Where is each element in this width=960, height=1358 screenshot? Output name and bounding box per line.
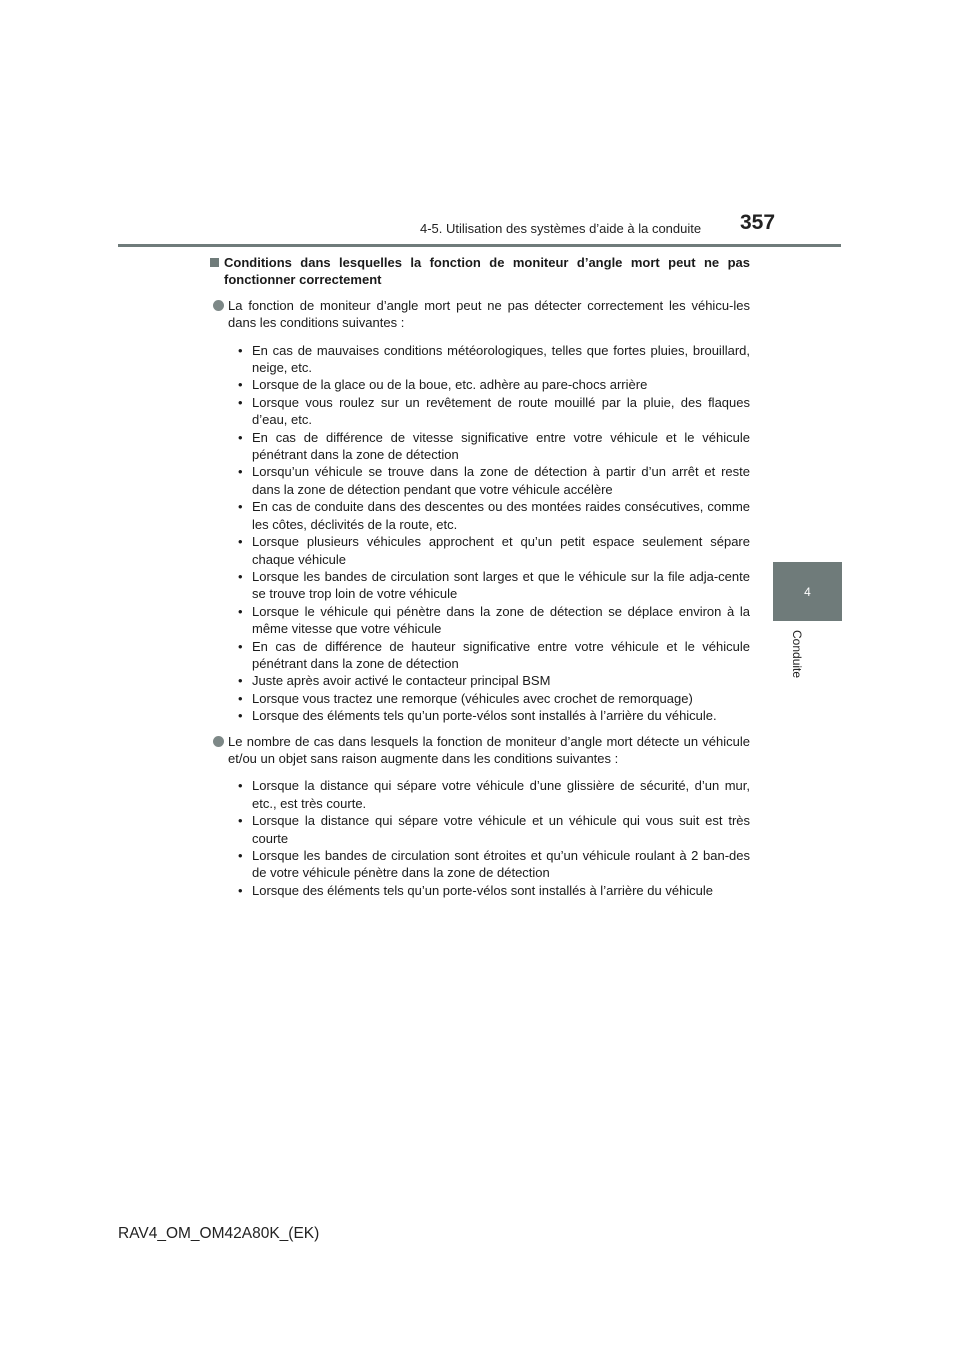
list-item: • Lorsque les bandes de circulation sont larges et que le véhicule sur la file adja-cente se trouve trop loin de votre véhicule [238, 568, 750, 602]
section-heading-text: Conditions dans lesquelles la fonction de moniteur d’angle mort peut ne pas fonctionner correctement [224, 255, 750, 288]
list-item: • En cas de différence de hauteur significative entre votre véhicule et le véhicule pénétrant dans la zone de détection [238, 638, 750, 671]
list-item: • Lorsque vous roulez sur un revêtement de route mouillé par la pluie, des flaques d’eau, etc. [238, 394, 750, 428]
list-item: • Juste après avoir activé le contacteur principal BSM [238, 673, 551, 689]
chapter-number: 4 [804, 584, 811, 599]
dot-bullet-icon: • [238, 848, 243, 863]
dot-bullet-icon: • [238, 882, 243, 898]
condition-list [210, 342, 750, 725]
circle-bullet-icon [213, 736, 224, 747]
dot-bullet-icon: • [238, 690, 243, 706]
dot-bullet-icon: • [238, 464, 243, 480]
list-item: • En cas de mauvaises conditions météorologiques, telles que fortes pluies, brouillard, neige, etc. [238, 342, 750, 376]
dot-bullet-icon: • [238, 708, 243, 724]
dot-bullet-icon: • [238, 638, 243, 654]
dot-bullet-icon: • [238, 813, 243, 829]
list-item: • Lorsque des éléments tels qu’un porte-vélos sont installés à l’arrière du véhicule. [238, 708, 717, 724]
main-content [210, 254, 750, 907]
chapter-tab[interactable] [773, 562, 842, 621]
paragraph-text: La fonction de moniteur d’angle mort peut ne pas détecter correctement les véhicu-les dans les conditions suivantes : [228, 297, 750, 331]
list-item: • En cas de différence de vitesse significative entre votre véhicule et le véhicule pénétrant dans la zone de détection [238, 429, 750, 463]
list-item: • Lorsque la distance qui sépare votre véhicule d’une glissière de sécurité, d’un mur, etc., est très courte. [238, 778, 750, 811]
dot-bullet-icon: • [238, 342, 243, 358]
condition-paragraph [210, 733, 750, 768]
header-divider [118, 244, 841, 247]
header-section-title: 4-5. Utilisation des systèmes d’aide à la conduite [420, 221, 702, 236]
square-bullet-icon [210, 258, 219, 267]
list-item: • Lorsque de la glace ou de la boue, etc. adhère au pare-chocs arrière [238, 377, 648, 393]
dot-bullet-icon: • [238, 534, 243, 550]
dot-bullet-icon: • [238, 778, 243, 794]
dot-bullet-icon: • [238, 673, 243, 689]
dot-bullet-icon: • [238, 429, 243, 445]
chapter-label: Conduite [790, 630, 804, 679]
list-item: • Lorsque vous tractez une remorque (véhicules avec crochet de remorquage) [238, 690, 693, 706]
paragraph-text: Le nombre de cas dans lesquels la fonction de moniteur d’angle mort détecte un véhicule et/ou un objet sans raison augmente dans les conditions suivantes : [228, 733, 750, 766]
dot-bullet-icon: • [238, 394, 243, 410]
condition-paragraph [210, 297, 750, 332]
dot-bullet-icon: • [238, 603, 243, 619]
dot-bullet-icon: • [238, 568, 243, 584]
list-item: • Lorsque plusieurs véhicules approchent et qu’un petit espace seulement sépare chaque véhicule [238, 534, 750, 567]
section-heading [210, 254, 750, 289]
document-code: RAV4_OM_OM42A80K_(EK) [118, 1225, 320, 1242]
circle-bullet-icon [213, 300, 224, 311]
list-item: • En cas de conduite dans des descentes ou des montées raides consécutives, comme les côtes, déclivités de la route, etc. [238, 499, 750, 532]
list-item: • Lorsque la distance qui sépare votre véhicule et un véhicule qui vous suit est très courte [238, 813, 750, 846]
list-item: • Lorsqu’un véhicule se trouve dans la zone de détection à partir d’un arrêt et reste dans la zone de détection pendant que votre véhicule accélère [238, 464, 750, 497]
page-number: 357 [740, 211, 776, 234]
list-item: • Lorsque des éléments tels qu’un porte-vélos sont installés à l’arrière du véhicule [238, 882, 714, 898]
condition-list [210, 777, 750, 899]
dot-bullet-icon: • [238, 499, 243, 515]
list-item: • Lorsque le véhicule qui pénètre dans la zone de détection se déplace environ à la même vitesse que votre véhicule [238, 603, 750, 637]
list-item: • Lorsque les bandes de circulation sont étroites et qu’un véhicule roulant à 2 ban-des de votre véhicule pénètre dans la zone de détection [238, 848, 750, 881]
dot-bullet-icon: • [238, 377, 243, 393]
